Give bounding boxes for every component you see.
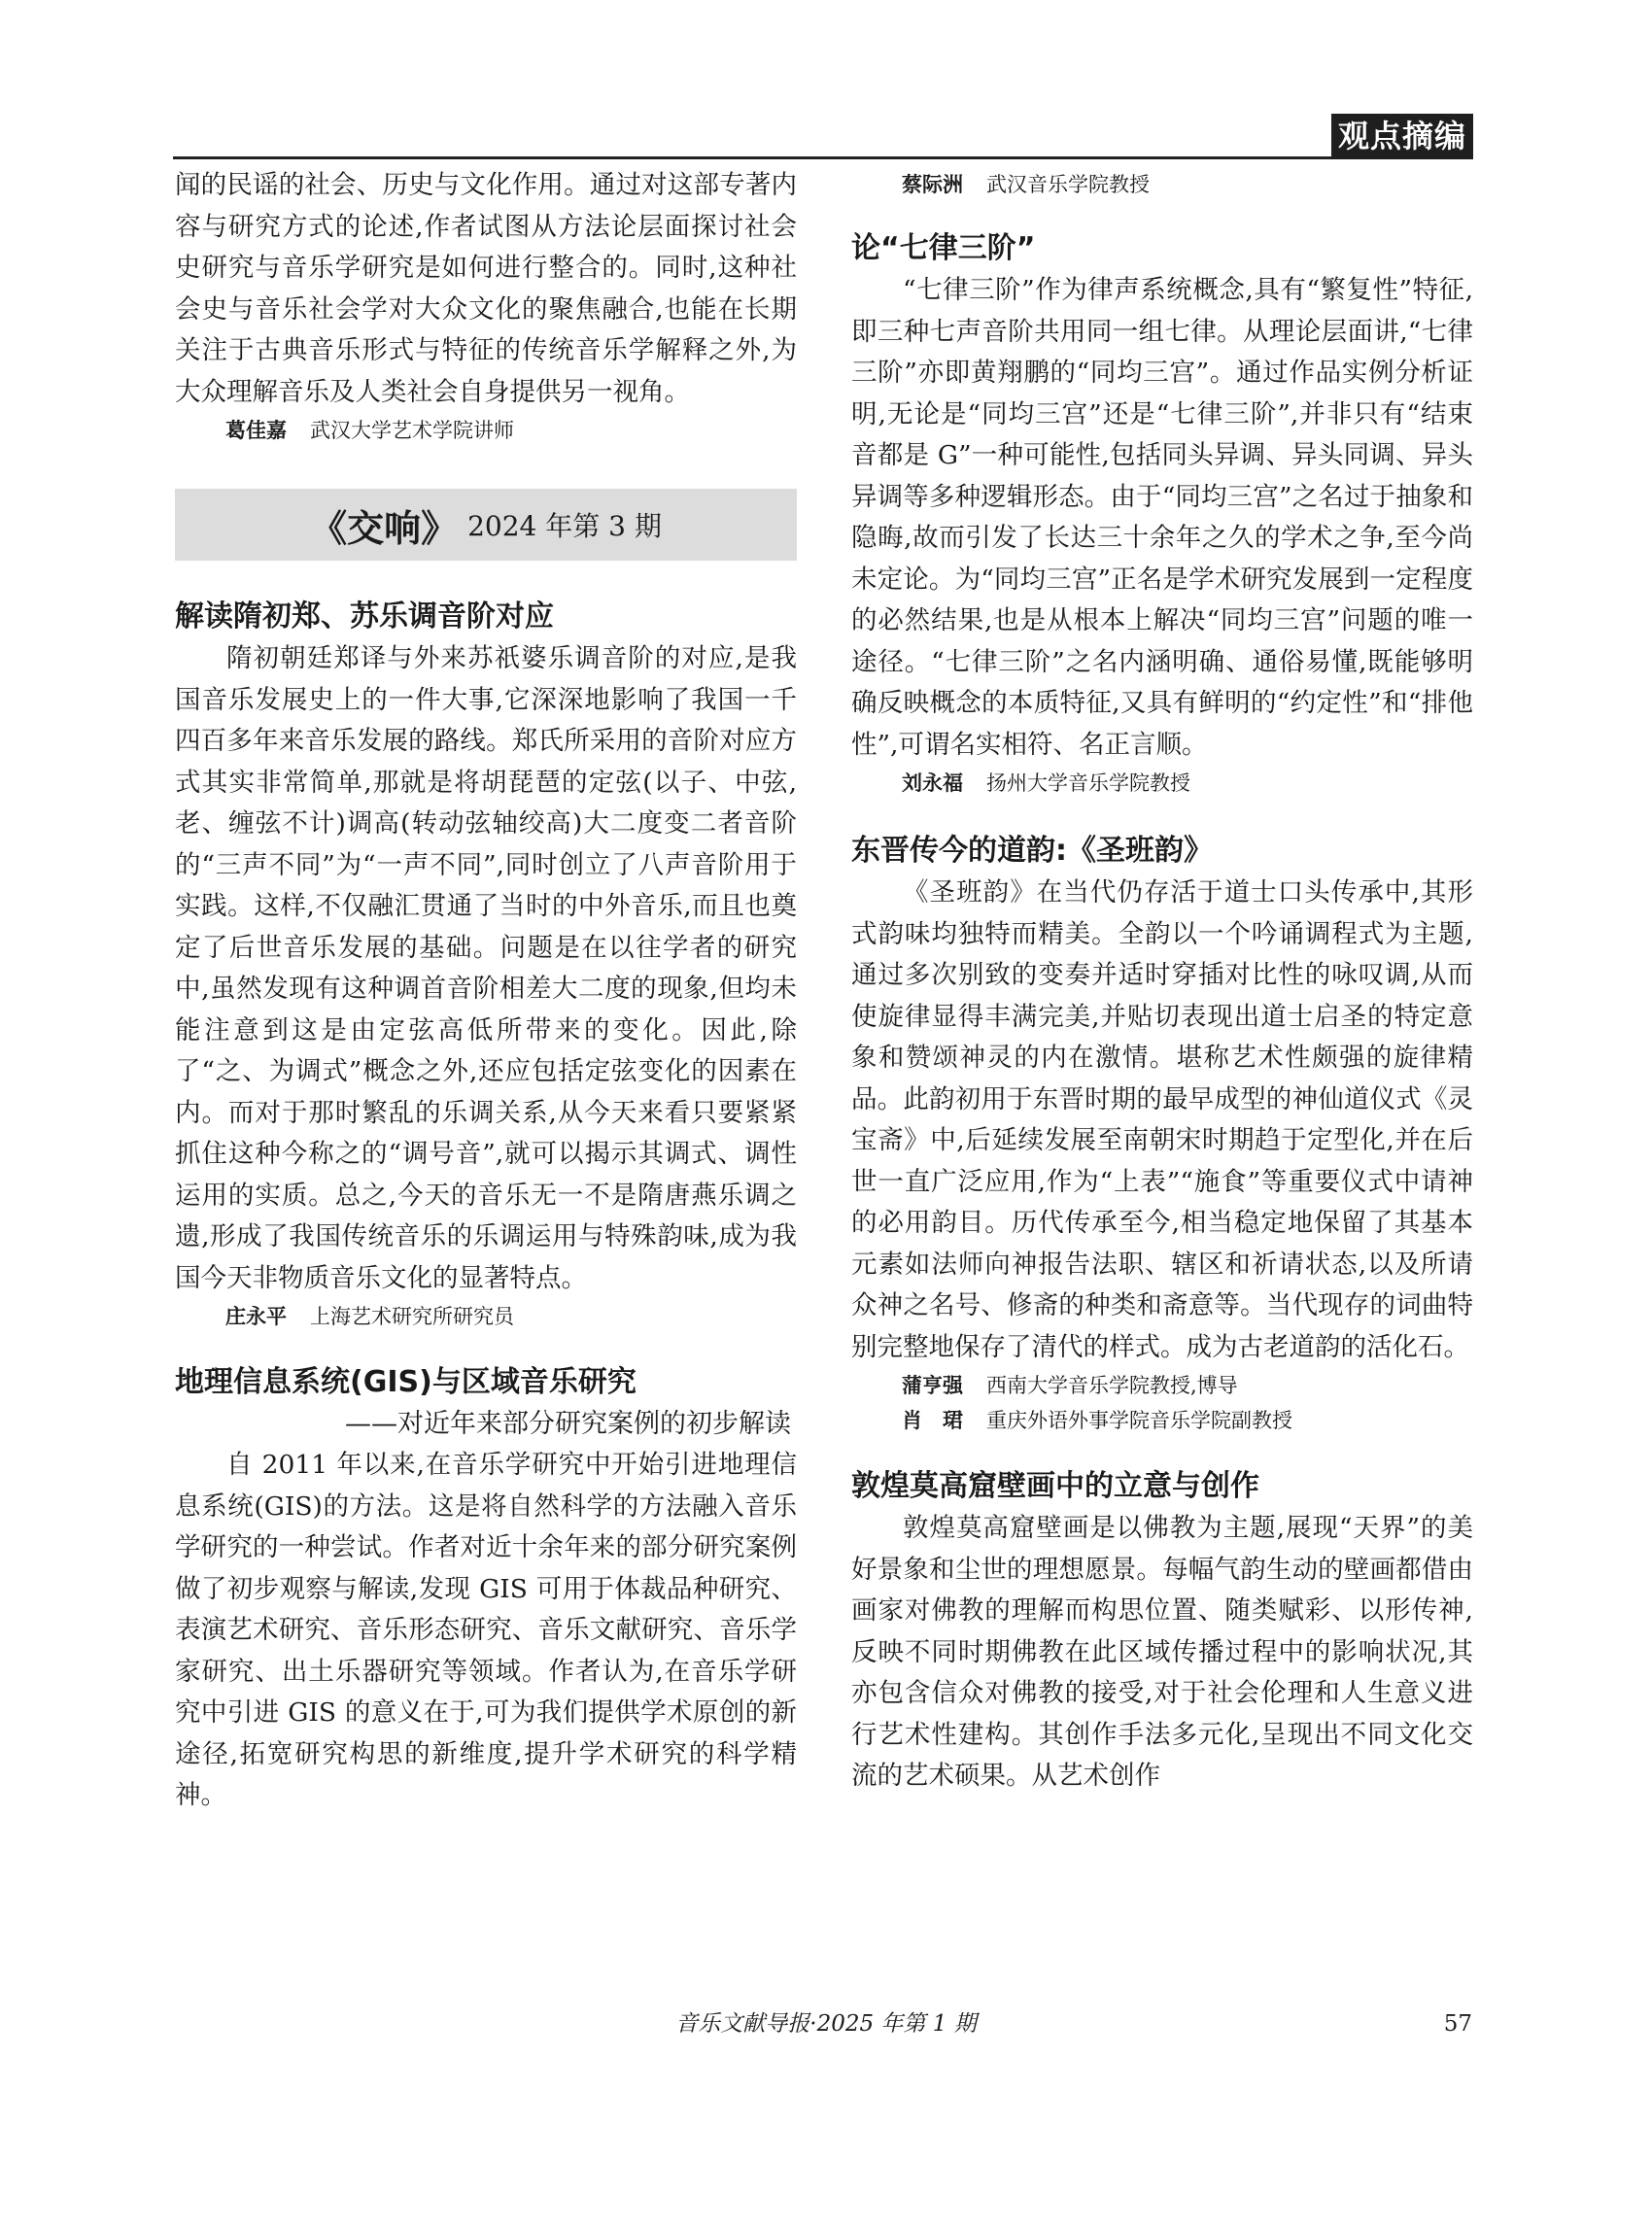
article-title: 解读隋初郑、苏乐调音阶对应 [175, 600, 554, 634]
author-name: 庄永平 [225, 1305, 287, 1328]
article-paragraph: 《圣班韵》在当代仍存活于道士口头传承中,其形式韵味均独特而精美。全韵以一个吟诵调程式为主题,通过多次别致的变奏并适时穿插对比性的咏叹调,从而使旋律显得丰满完美,并贴切表现出道士启圣的特定意象和赞颂神灵的内在激情。堪称艺术性颇强的旋律精品。此韵初用于东晋时期的最早成型的神仙道仪式《灵宝斋》中,后延续发展至南朝宋时期趋于定型化,并在后世一直广泛应用,作为“上表”“施食”等重要仪式中请神的必用韵目。历代传承至今,相当稳定地保留了其基本元素如法师向神报告法职、辖区和祈请状态,以及所请众神之名号、修斋的种类和斋意等。当代现存的词曲特别完整地保存了清代的样式。成为古老道韵的活化石。 [851, 877, 1473, 1362]
page-number: 57 [1443, 2011, 1472, 2037]
author-name: 蒲亨强 [902, 1374, 963, 1397]
article-paragraph: 隋初朝廷郑译与外来苏祇婆乐调音阶的对应,是我国音乐发展史上的一件大事,它深深地影响了我国一千四百多年来音乐发展的路线。郑氏所采用的音阶对应方式其实非常简单,那就是将胡琵琶的定弦(以子、中弦,老、缠弦不计)调高(转动弦轴绞高)大二度变二者音阶的“三声不同”为“一声不同”,同时创立了八声音阶用于实践。这样,不仅融汇贯通了当时的中外音乐,而且也奠定了后世音乐发展的基础。问题是在以往学者的研究中,虽然发现有这种调首音阶相差大二度的现象,但均未能注意到这是由定弦高低所带来的变化。因此,除了“之、为调式”概念之外,还应包括定弦变化的因素在内。而对于那时繁乱的乐调关系,从今天来看只要紧紧抓住这种今称之的“调号音”,就可以揭示其调式、调性运用的实质。总之,今天的音乐无一不是隋唐燕乐调之遗,形成了我国传统音乐的乐调运用与特殊韵味,成为我国今天非物质音乐文化的显著特点。 [175, 643, 797, 1293]
article-title: 敦煌莫高窟壁画中的立意与创作 [851, 1469, 1259, 1503]
intro-paragraph: 闻的民谣的社会、历史与文化作用。通过对这部专著内容与研究方式的论述,作者试图从方法论层面探讨社会史研究与音乐学研究是如何进行整合的。同时,这种社会史与音乐社会学对大众文化的聚焦融合,也能在长期关注于古典音乐形式与特征的传统音乐学解释之外,为大众理解音乐及人类社会自身提供另一视角。 [175, 170, 797, 407]
author-affiliation: 扬州大学音乐学院教授 [986, 771, 1190, 795]
article-author [175, 1301, 797, 1332]
author-name: 葛佳嘉 [225, 419, 287, 442]
right-column [851, 165, 1473, 1798]
article-author [851, 768, 1473, 799]
left-column [175, 165, 797, 1817]
top-author [851, 169, 1473, 200]
article-paragraph: 敦煌莫高窟壁画是以佛教为主题,展现“天界”的美好景象和尘世的理想愿景。每幅气韵生动的壁画都借由画家对佛教的理解而构思位置、随类赋彩、以形传神,反映不同时期佛教在此区域传播过程中的影响状况,其亦包含信众对佛教的接受,对于社会伦理和人生意义进行艺术性建构。其创作手法多元化,呈现出不同文化交流的艺术硕果。从艺术创作 [851, 1513, 1473, 1791]
author-affiliation: 西南大学音乐学院教授,博导 [986, 1374, 1238, 1397]
article-paragraph: 自 2011 年以来,在音乐学研究中开始引进地理信息系统(GIS)的方法。这是将自然科学的方法融入音乐学研究的一种尝试。作者对近十余年来的部分研究案例做了初步观察与解读,发现 GIS 可用于体裁品种研究、表演艺术研究、音乐形态研究、音乐文献研究、音乐学家研究、出土乐器研究等领域。作者认为,在音乐学研究中引进 GIS 的意义在于,可为我们提供学术原创的新途径,拓宽研究构思的新维度,提升学术研究的科学精神。 [175, 1450, 797, 1810]
author-affiliation: 上海艺术研究所研究员 [310, 1305, 514, 1328]
author-affiliation: 重庆外语外事学院音乐学院副教授 [986, 1409, 1292, 1432]
author-name: 刘永福 [902, 771, 963, 795]
article-title: 地理信息系统(GIS)与区域音乐研究 [175, 1365, 637, 1399]
author-name: 肖 珺 [902, 1409, 963, 1432]
article-title: 东晋传今的道韵:《圣班韵》 [851, 834, 1213, 868]
header-rule [173, 156, 1472, 159]
journal-name: 《交响》 [310, 506, 459, 550]
author-affiliation: 武汉音乐学院教授 [986, 173, 1150, 196]
article-author [851, 1370, 1473, 1401]
intro-author [175, 415, 797, 446]
article-author [851, 1405, 1473, 1436]
journal-issue: 2024 年第 3 期 [467, 510, 662, 542]
article-title: 论“七律三阶” [851, 231, 1036, 265]
author-name: 蔡际洲 [902, 173, 963, 196]
journal-heading [175, 489, 797, 561]
section-tag: 观点摘编 [1331, 114, 1473, 159]
article-paragraph: “七律三阶”作为律声系统概念,具有“繁复性”特征,即三种七声音阶共用同一组七律。从理论层面讲,“七律三阶”亦即黄翔鹏的“同均三宫”。通过作品实例分析证明,无论是“同均三宫”还是“七律三阶”,并非只有“结束音都是 G”一种可能性,包括同头异调、异头同调、异头异调等多种逻辑形态。由于“同均三宫”之名过于抽象和隐晦,故而引发了长达三十余年之久的学术之争,至今尚未定论。为“同均三宫”正名是学术研究发展到一定程度的必然结果,也是从根本上解决“同均三宫”问题的唯一途径。“七律三阶”之名内涵明确、通俗易懂,既能够明确反映概念的本质特征,又具有鲜明的“约定性”和“排他性”,可谓名实相符、名正言顺。 [851, 275, 1473, 760]
article-subtitle: ——对近年来部分研究案例的初步解读 [345, 1409, 791, 1439]
footer-journal-title: 音乐文献导报·2025 年第 1 期 [675, 2011, 977, 2037]
author-affiliation: 武汉大学艺术学院讲师 [310, 419, 514, 442]
